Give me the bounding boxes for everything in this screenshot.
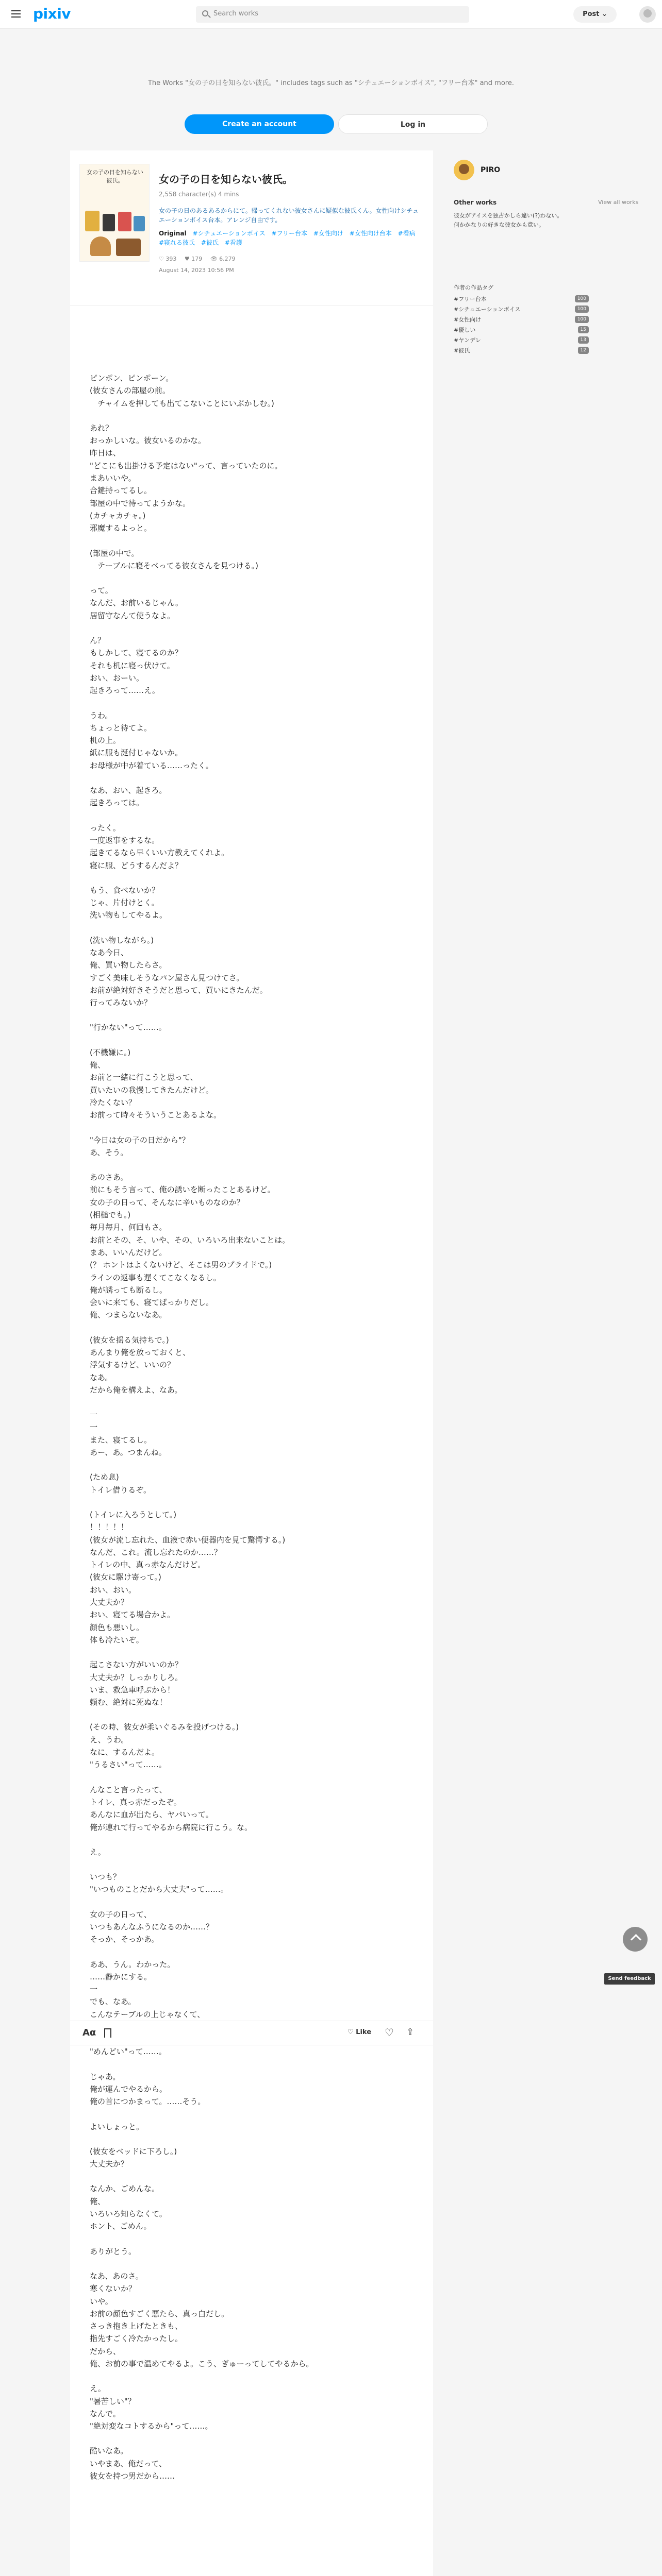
- search-icon: [202, 10, 208, 16]
- cover-title: 女の子の日を知らない彼氏。: [87, 169, 143, 184]
- tag-link[interactable]: #寝れる彼氏: [159, 239, 195, 246]
- author-tag-row[interactable]: [454, 336, 589, 344]
- feedback-button[interactable]: Send feedback: [604, 1973, 655, 1985]
- author-tag-count: 15: [578, 326, 589, 333]
- novel-text: [90, 372, 420, 2495]
- novel-paragraph: って。 なんだ、お前いるじゃん。 居留守なんて使うなよ。: [90, 586, 183, 620]
- novel-paragraph: (洗い物しながら。) なあ今日、 俺、買い物したらさ。 すごく美味しそうなパン屋さん見つけてさ。 お前が絶対好きそうだと思って、買いにきたんだ。 行ってみないか？: [90, 935, 268, 1008]
- novel-paragraph: ん？ もしかして、寝てるのか？ それも机に寝っ伏けて。 おい、おーい。 起きろって……え。: [90, 636, 183, 696]
- create-account-button[interactable]: Create an account: [185, 114, 334, 134]
- novel-paragraph: 女の子の日って、 いつもあんなふうになるのか……？ そっか、そっかあ。: [90, 1909, 214, 1944]
- novel-paragraph: いつも？ "いつものことだから大丈夫"って……。: [90, 1872, 228, 1894]
- novel-paragraph: (彼女を揺る気持ちで。) あんまり俺を放っておくと、 浮気するけど、いいの？ なあ。 だから俺を構えよ、なあ。: [90, 1335, 191, 1395]
- original-badge: Original: [159, 230, 187, 237]
- novel-paragraph: なあ、おい、起きろ。 起きろっては。: [90, 786, 167, 808]
- bookmark-count: ♥ 179: [184, 256, 203, 262]
- novel-paragraph: 起こさない方がいいのか？ 大丈夫か？しっかりしろ。 いま、救急車呼ぶから！ 頼む、絶対に死ぬな！: [90, 1660, 183, 1707]
- novel-paragraph: 酷いなあ。 いやまあ、俺だって、 彼女を持つ男だから……: [90, 2446, 175, 2481]
- user-avatar[interactable]: [639, 6, 656, 23]
- novel-paragraph: ああ、うん。わかった。 ……静かにする。 一 でも、なあ。 こんなテーブルの上じゃなくて、: [90, 1959, 205, 2019]
- novel-paragraph: もう、食べないか？ じゃ、片付けとく。 洗い物もしてやるよ。: [90, 885, 168, 920]
- view-all-link[interactable]: View all works: [598, 199, 639, 206]
- top-bar: [0, 0, 662, 29]
- post-button[interactable]: Post ⌄: [573, 6, 617, 23]
- work-meta: 2,558 character(s) 4 mins: [159, 191, 239, 198]
- heart-icon[interactable]: ♡: [385, 2026, 394, 2039]
- novel-paragraph: ピンポン、ピンポーン。 (彼女さんの部屋の前。 チャイムを押しても出てこないことにいぶかしむ。): [90, 374, 274, 408]
- author-tag-row[interactable]: [454, 326, 589, 334]
- search-input[interactable]: [196, 6, 469, 23]
- novel-paragraph: え。: [90, 1847, 106, 1857]
- author-tag-label: #シチュエーションボイス: [454, 306, 521, 313]
- bookmark-icon[interactable]: [104, 2028, 111, 2038]
- work-description: 女の子の日のあるあるからにて。帰ってくれない彼女さんに疑似な彼氏くん。女性向けシチュエーションボイス台本。アレンジ自由です。: [159, 207, 419, 224]
- author-name[interactable]: PIRO: [481, 166, 501, 174]
- novel-paragraph: うわ。 ちょっと待てよ。 机の上。 紙に服も涎付じゃないか。 お母様が中が着ている……ったく。: [90, 710, 213, 770]
- novel-paragraph: なあ、あのさ。 寒くないか？ いや。 お前の顔色すごく悪たら、真っ白だし。 さっき抱き上げたときも、 指先すごく冷たかったし。 だから、 俺、お前の事で温めてやるよ。こう、ぎゅーってしてやるから。: [90, 2271, 314, 2368]
- series-heading: 作者の作品タグ: [454, 284, 493, 291]
- share-icon[interactable]: ⇪: [406, 2027, 415, 2038]
- tag-link[interactable]: #彼氏: [201, 239, 219, 246]
- tag-link[interactable]: #フリー台本: [271, 230, 308, 237]
- promo-banner: [0, 77, 662, 87]
- like-button[interactable]: ♡ Like: [347, 2028, 372, 2036]
- work-title: 女の子の日を知らない彼氏。: [159, 173, 293, 185]
- work-header: [70, 150, 433, 305]
- tag-link[interactable]: #女性向け: [313, 230, 343, 237]
- other-work-link[interactable]: 何かかなりの好きな彼女かも意い。: [454, 222, 544, 228]
- tag-link[interactable]: #看病: [398, 230, 416, 237]
- cover-image[interactable]: [79, 164, 150, 262]
- novel-paragraph: あれ？ おっかしいな。彼女いるのかな。 昨日は、 "どこにも出掛ける予定はない"って、言っていたのに。 まあいいや。 合鍵持ってるし。 部屋の中で待ってようかな。 (カチャカチャ。) 邪魔するよっと。: [90, 423, 283, 533]
- author-tag-label: #ヤンデレ: [454, 337, 481, 344]
- author-avatar[interactable]: [454, 160, 474, 180]
- author-tag-count: 100: [575, 316, 589, 323]
- author-tag-label: #女性向け: [454, 316, 482, 323]
- search-placeholder: Search works: [213, 10, 259, 18]
- tag-list: [159, 229, 422, 247]
- other-works-heading: Other works: [454, 199, 497, 206]
- novel-paragraph: ありがとう。: [90, 2246, 137, 2256]
- author-tag-label: #フリー台本: [454, 296, 487, 302]
- work-stats: [159, 256, 242, 262]
- author-tag-row[interactable]: [454, 315, 589, 324]
- novel-paragraph: (彼女をベッドに下ろし。) 大丈夫か？: [90, 2146, 177, 2169]
- author-tag-count: 100: [575, 306, 589, 313]
- scroll-to-top-button[interactable]: [623, 1927, 648, 1952]
- author-tag-label: #優しい: [454, 327, 476, 333]
- reader-toolbar: [70, 2021, 433, 2045]
- menu-icon[interactable]: [11, 10, 21, 18]
- novel-paragraph: あのさあ。 前にもそう言って、俺の誘いを断ったことあるけど。 女の子の日って、そんなに辛いものなのか？ (相槌でも。) 毎月毎月、何回もさ。 お前とその、そ、いや、その、いろいろ出来ないことは。 まあ、いいんだけど。 (？ ホントはよくないけど、そこは男のプライドで。) ラインの返事も遅くてこなくなるし。 俺が誘っても断るし。 会いに来ても、寝てばっかりだし。 俺、つまらないなあ。: [90, 1173, 290, 1320]
- novel-paragraph: んなこと言ったって、 トイレ、真っ赤だったぞ。 あんなに血が出たら、ヤバいって。 俺が連れて行ってやるから病院に行こう。な。: [90, 1785, 253, 1832]
- novel-paragraph: じゃあ。 俺が運んでやるから。 俺の首につかまって。……そう。: [90, 2072, 206, 2107]
- novel-paragraph: ったく。 一度返事をするな。 起きてるなら早くいい方教えてくれよ。 寝に服、どうするんだよ？: [90, 823, 229, 870]
- novel-paragraph: 一 一 また、寝てるし。 あー、あ。つまんね。: [90, 1410, 167, 1458]
- author-tag-row[interactable]: [454, 346, 589, 354]
- author-tag-count: 13: [578, 336, 589, 344]
- other-work-link[interactable]: 彼女がアイスを独占かしら違い(?)わない。: [454, 212, 563, 219]
- like-count: ♡ 393: [159, 256, 177, 262]
- novel-main: [70, 150, 433, 2576]
- author-tag-row[interactable]: [454, 295, 589, 303]
- novel-paragraph: (部屋の中で。 テーブルに寝そべってる彼女さんを見つける。): [90, 548, 259, 570]
- font-settings-button[interactable]: Aα: [82, 2027, 96, 2038]
- tag-link[interactable]: #看護: [224, 239, 242, 246]
- novel-paragraph: "めんどい"って……。: [90, 2047, 167, 2057]
- novel-paragraph: (トイレに入ろうとして。) ！！！！！ (彼女が流し忘れた、血液で赤い便器内を見て驚愕する。) なんだ、これ。流し忘れたのか……？ トイレの中、真っ赤なんだけど。 (彼女に駆け寄って。) おい、おい。 大丈夫か？ おい、寝てる場合かよ。 顔色も悪いし。 体も冷たいぞ。: [90, 1510, 286, 1645]
- author-tag-label: #彼氏: [454, 347, 470, 354]
- login-button[interactable]: Log in: [338, 114, 488, 134]
- author-tag-count: 100: [575, 295, 589, 302]
- novel-paragraph: (その時、彼女が柔いぐるみを投げつける。) え、うわ。 なに、するんだよ。 "うるさい"って……。: [90, 1722, 239, 1770]
- novel-paragraph: "今日は女の子の日だから"？ あ、そう。: [90, 1135, 190, 1157]
- view-count: 👁 6,279: [210, 256, 236, 262]
- novel-paragraph: (不機嫌に。) 俺、 お前と一緒に行こうと思って、 買いたいの我慢してきたんだけど。 冷たくない？ お前って時々そういうことあるよな。: [90, 1047, 222, 1120]
- tag-link[interactable]: #シチュエーションボイス: [192, 230, 266, 237]
- author-tag-row[interactable]: [454, 305, 589, 313]
- pixiv-logo[interactable]: pixiv: [33, 5, 71, 22]
- novel-paragraph: なんか、ごめんな。 俺、 いろいろ知らなくて。 ホント、ごめん。: [90, 2184, 167, 2231]
- novel-paragraph: え。 "暑苦しい"？ なんで。 "絶対変なコトするから"って……。: [90, 2384, 213, 2431]
- promo-text: The Works "女の子の日を知らない彼氏。" includes tags such as "シチュエーションボイス", "フリー台本" and more.: [147, 79, 514, 87]
- author-tag-count: 12: [578, 347, 589, 354]
- tag-link[interactable]: #女性向け台本: [349, 230, 392, 237]
- post-date: August 14, 2023 10:56 PM: [159, 267, 234, 274]
- novel-paragraph: よいしょっと。: [90, 2122, 144, 2131]
- novel-paragraph: "行かない"って……。: [90, 1023, 167, 1032]
- divider: [70, 305, 433, 306]
- novel-paragraph: (ため息) トイレ借りるぞ。: [90, 1472, 151, 1495]
